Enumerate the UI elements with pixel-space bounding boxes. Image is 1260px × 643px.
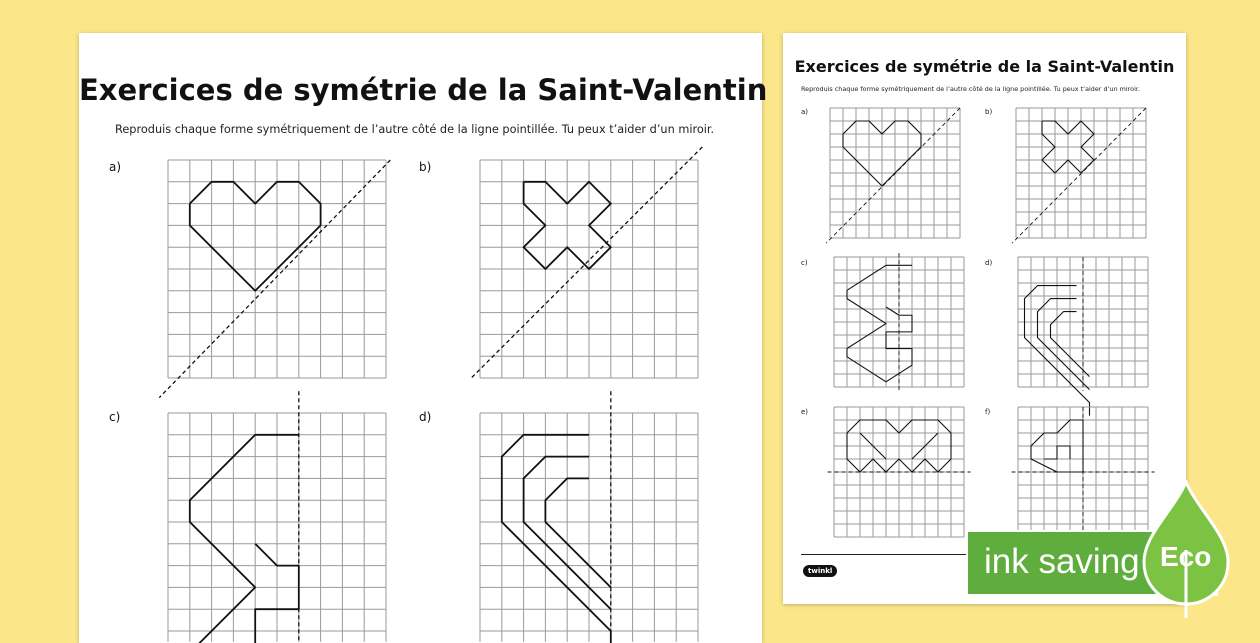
- zigzag-shape: [190, 435, 299, 643]
- exercise-label-a: a): [109, 160, 122, 174]
- exercise-label-b: b): [419, 160, 432, 174]
- preview-label-d: d): [985, 259, 993, 267]
- preview-grid-c: [833, 256, 963, 386]
- preview-grid-e: [833, 406, 963, 536]
- preview-label-e: e): [801, 408, 809, 416]
- grid-exercise-b: [479, 159, 697, 383]
- preview-label-b: b): [985, 108, 993, 116]
- exercise-label-d: d): [419, 410, 432, 424]
- worksheet-main: [79, 33, 768, 643]
- ink-saving-text: ink saving: [984, 542, 1140, 581]
- preview-label-a: a): [801, 108, 809, 116]
- worksheet-preview: [783, 33, 1186, 604]
- grid-exercise-a: [167, 159, 385, 383]
- diagonal-mirror-line: [826, 108, 960, 243]
- grid-lines: [168, 413, 386, 642]
- worksheet-instructions: Reproduis chaque forme symétriquement de l’autre côté de la ligne pointillée. Tu peux t’aider d’un miroir.: [115, 123, 715, 136]
- preview-grid-f: [1017, 406, 1147, 536]
- eco-badge-text: Eco: [1160, 541, 1212, 572]
- preview-grid-a: [829, 107, 963, 241]
- exercise-label-c: c): [109, 410, 121, 424]
- grid-lines: [480, 413, 698, 642]
- half-heart-inner: [545, 478, 610, 587]
- twinkl-logo: twinkl: [803, 565, 837, 577]
- preview-label-c: c): [801, 259, 808, 267]
- grid-exercise-d: [479, 412, 697, 643]
- half-heart-outer: [502, 435, 611, 643]
- grid-exercise-c: [167, 412, 385, 643]
- diagonal-mirror-line: [1012, 108, 1146, 243]
- preview-grid-d: [1017, 256, 1147, 386]
- worksheet-title: Exercices de symétrie de la Saint-Valentin: [79, 73, 768, 107]
- half-heart-inner: [1044, 446, 1070, 459]
- preview-label-f: f): [985, 408, 991, 416]
- diagonal-mirror-line: [159, 160, 390, 398]
- preview-title: Exercices de symétrie de la Saint-Valentin: [794, 57, 1175, 76]
- preview-grid-b: [1015, 107, 1149, 241]
- preview-instructions: Reproduis chaque forme symétriquement de l’autre côté de la ligne pointillée. Tu peux t’aider d’un miroir.: [801, 85, 1140, 93]
